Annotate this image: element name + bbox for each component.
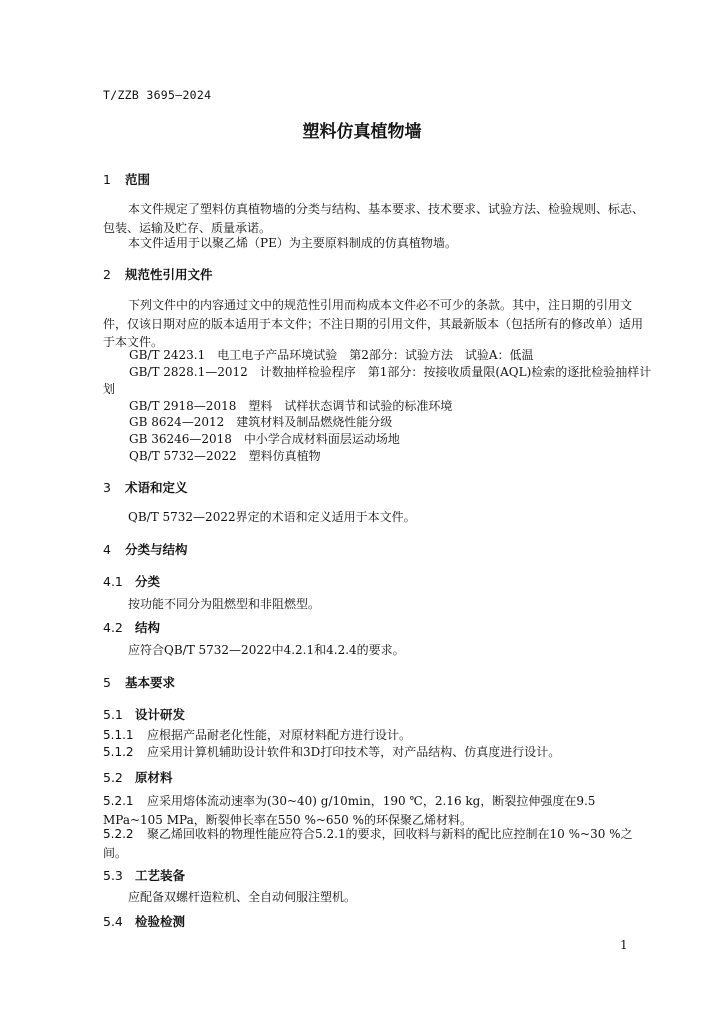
reference-item: GB/T 2423.1 电工电子产品环境试验 第2部分：试验方法 试验A：低温 — [129, 348, 534, 362]
subsection-heading-4-2: 4.2 结构 — [103, 620, 161, 635]
structure-text: 应符合QB/T 5732—2022中4.2.1和4.2.4的要求。 — [128, 643, 405, 657]
subsection-heading-5-4: 5.4 检验检测 — [103, 914, 186, 929]
reference-item: GB 36246—2018 中小学合成材料面层运动场地 — [129, 432, 400, 446]
clause-5-2-1: 5.2.1 应采用熔体流动速率为(30~40) g/10min，190 ℃，2.16 kg，断裂拉伸强度在9.5 MPa~105 MPa，断裂伸长率在550 %~650 %的环保聚乙烯材料。 — [103, 794, 596, 827]
scope-paragraph-2: 本文件适用于以聚乙烯（PE）为主要原料制成的仿真植物墙。 — [128, 236, 457, 250]
clause-5-1-1: 5.1.1 应根据产品耐老化性能，对原材料配方进行设计。 — [103, 728, 412, 742]
subsection-heading-4-1: 4.1 分类 — [103, 574, 161, 589]
subsection-heading-5-1: 5.1 设计研发 — [103, 707, 186, 722]
reference-item: GB 8624—2012 建筑材料及制品燃烧性能分级 — [129, 415, 393, 429]
reference-item-wrap: 划 — [103, 382, 116, 396]
document-title: 塑料仿真植物墙 — [302, 122, 422, 142]
reference-item: QB/T 5732—2022 塑料仿真植物 — [129, 449, 321, 463]
reference-item: GB/T 2918—2018 塑料 试样状态调节和试验的标准环境 — [129, 399, 453, 413]
section-heading-4: 4 分类与结构 — [103, 542, 188, 557]
subsection-heading-5-2: 5.2 原材料 — [103, 770, 173, 785]
page-number: 1 — [620, 938, 628, 952]
clause-5-2-2: 5.2.2 聚乙烯回收料的物理性能应符合5.2.1的要求，回收料与新料的配比应控制在10 %~30 %之间。 — [103, 827, 633, 860]
subsection-heading-5-3: 5.3 工艺装备 — [103, 868, 186, 883]
classification-text: 按功能不同分为阻燃型和非阻燃型。 — [128, 597, 321, 611]
section-heading-5: 5 基本要求 — [103, 675, 176, 690]
terms-paragraph: QB/T 5732—2022界定的术语和定义适用于本文件。 — [128, 510, 416, 524]
reference-item: GB/T 2828.1—2012 计数抽样检验程序 第1部分：按接收质量限(AQL)检索的逐批检验抽样计 — [129, 365, 652, 379]
references-intro: 下列文件中的内容通过文中的规范性引用而构成本文件必不可少的条款。其中，注日期的引用文件，仅该日期对应的版本适用于本文件；不注日期的引用文件，其最新版本（包括所有的修改单）适用于本文件。 — [103, 298, 644, 349]
scope-paragraph-1: 本文件规定了塑料仿真植物墙的分类与结构、基本要求、技术要求、试验方法、检验规则、标志、包装、运输及贮存、质量承诺。 — [103, 202, 645, 235]
equipment-text: 应配备双螺杆造粒机、全自动伺服注塑机。 — [128, 890, 357, 904]
section-heading-3: 3 术语和定义 — [103, 480, 188, 495]
section-heading-1: 1 范围 — [103, 172, 151, 187]
clause-5-1-2: 5.1.2 应采用计算机辅助设计软件和3D打印技术等，对产品结构、仿真度进行设计。 — [103, 745, 561, 759]
standard-number: T/ZZB 3695—2024 — [103, 88, 212, 102]
section-heading-2: 2 规范性引用文件 — [103, 267, 213, 282]
